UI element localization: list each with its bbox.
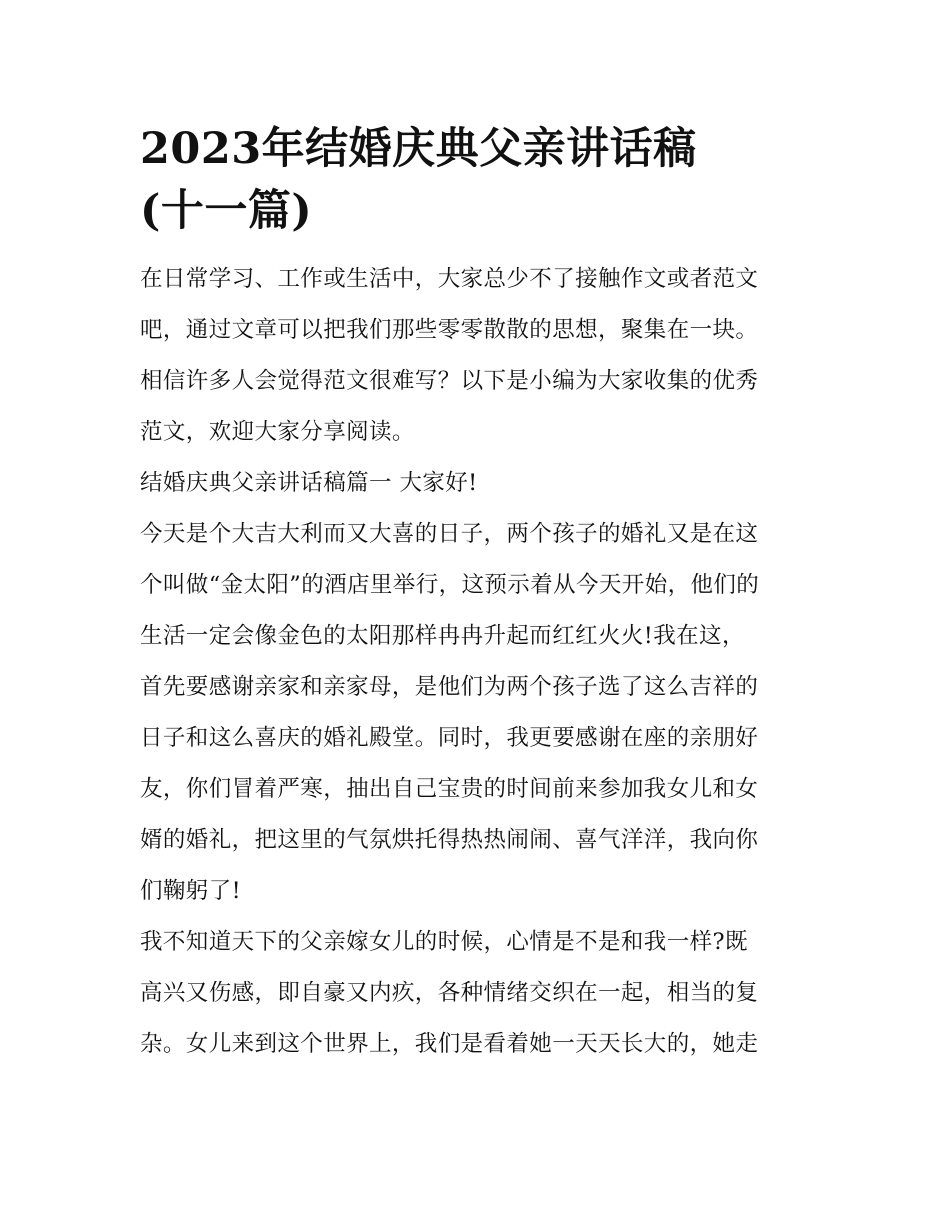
text-line: 首先要感谢亲家和亲家母，是他们为两个孩子选了这么吉祥的 — [140, 674, 759, 700]
text-line: 杂。女儿来到这个世界上，我们是看着她一天天长大的，她走 — [140, 1031, 759, 1057]
title-line: (十一篇) — [140, 186, 313, 236]
text-line: 我不知道天下的父亲嫁女儿的时候，心情是不是和我一样?既 — [140, 929, 748, 955]
text-line: 友，你们冒着严寒，抽出自己宝贵的时间前来参加我女儿和女 — [140, 776, 759, 802]
text-line: 们鞠躬了! — [140, 878, 242, 904]
text-line: 相信许多人会觉得范文很难写？以下是小编为大家收集的优秀 — [140, 368, 759, 394]
speech-paragraph — [140, 917, 812, 1070]
text-line: 在日常学习、工作或生活中，大家总少不了接触作文或者范文 — [140, 266, 759, 292]
title-line: 2023年结婚庆典父亲讲话稿 — [140, 124, 697, 174]
speech-paragraph — [140, 509, 812, 917]
text-line: 范文，欢迎大家分享阅读。 — [140, 419, 415, 445]
intro-paragraph — [140, 254, 812, 458]
document-page — [140, 118, 812, 1070]
text-line: 结婚庆典父亲讲话稿篇一 大家好! — [140, 470, 478, 496]
text-line: 今天是个大吉大利而又大喜的日子，两个孩子的婚礼又是在这 — [140, 521, 759, 547]
text-line: 生活一定会像金色的太阳那样冉冉升起而红红火火!我在这， — [140, 623, 745, 649]
text-line: 个叫做“金太阳”的酒店里举行，这预示着从今天开始，他们的 — [140, 572, 760, 598]
section-heading-paragraph — [140, 458, 812, 509]
text-line: 吧，通过文章可以把我们那些零零散散的思想，聚集在一块。 — [140, 317, 759, 343]
document-body — [140, 254, 812, 1070]
text-line: 高兴又伤感，即自豪又内疚，各种情绪交织在一起，相当的复 — [140, 980, 759, 1006]
text-line: 日子和这么喜庆的婚礼殿堂。同时，我更要感谢在座的亲朋好 — [140, 725, 759, 751]
text-line: 婿的婚礼，把这里的气氛烘托得热热闹闹、喜气洋洋，我向你 — [140, 827, 759, 853]
document-title — [140, 118, 812, 242]
